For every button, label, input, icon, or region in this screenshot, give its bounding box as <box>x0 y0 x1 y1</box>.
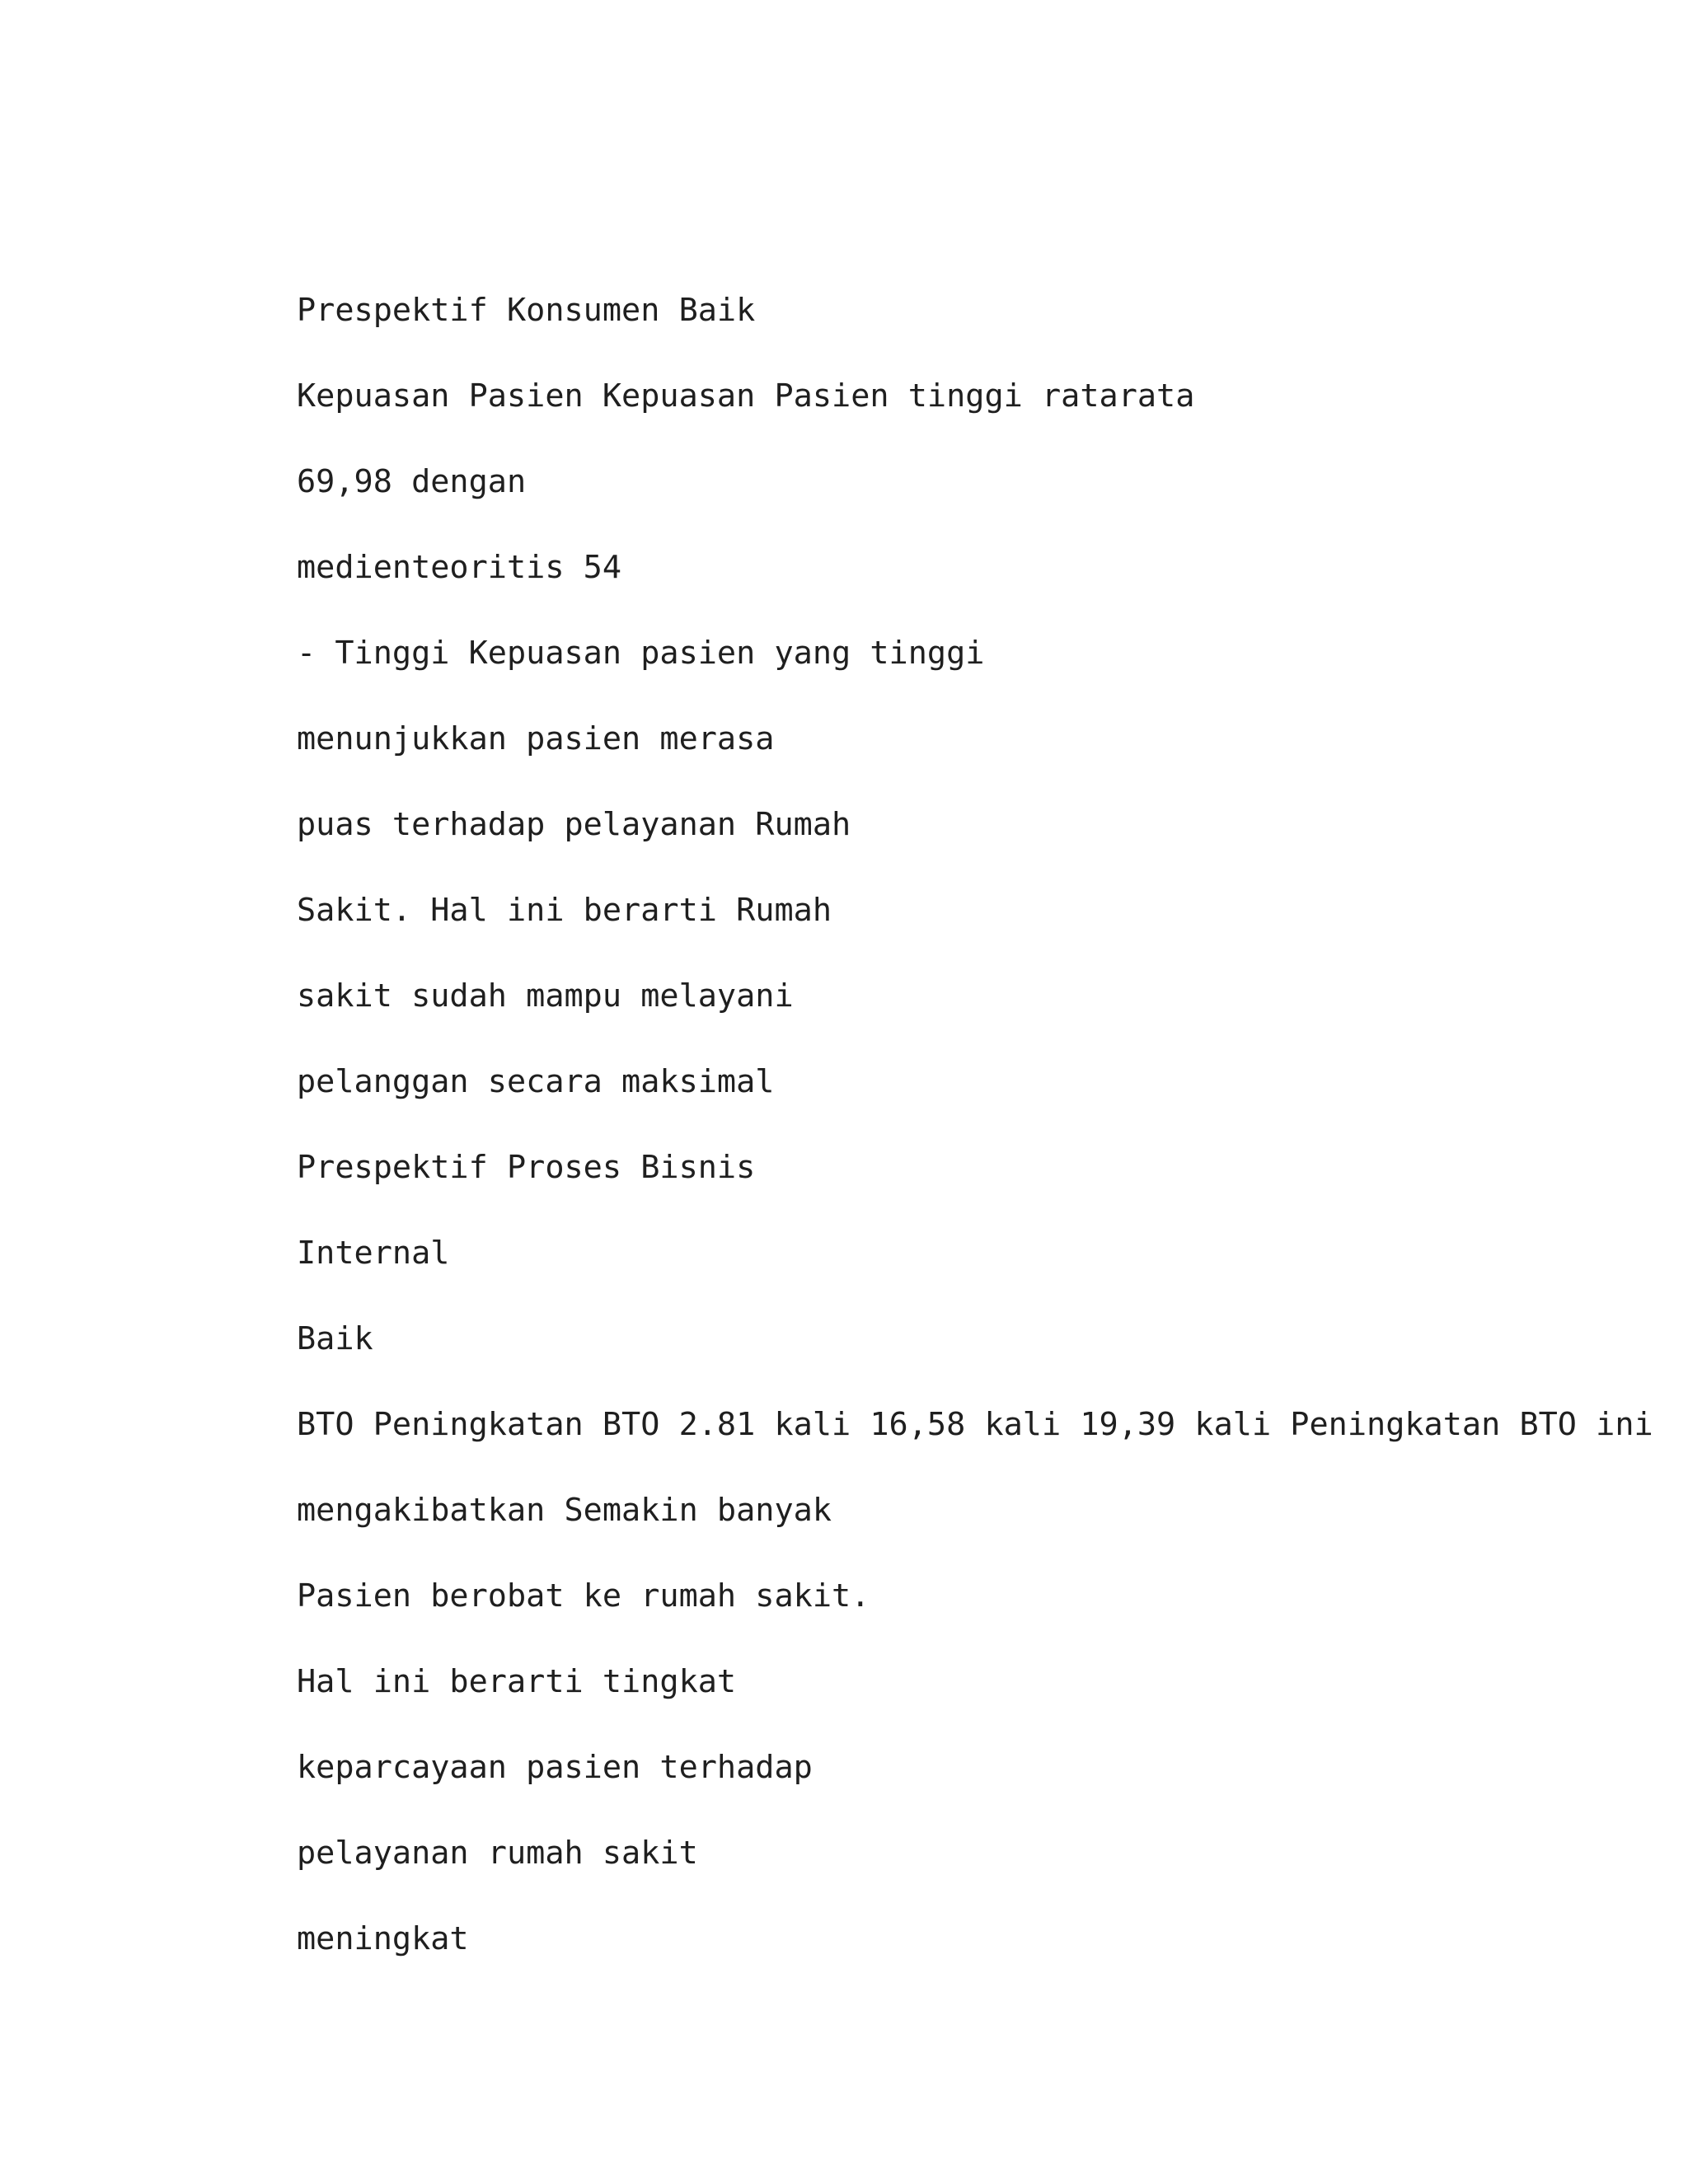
text-line: BTO Peningkatan BTO 2.81 kali 16,58 kali 19,39 kali Peningkatan BTO ini <box>297 1406 1653 1443</box>
text-line: sakit sudah mampu melayani <box>297 977 794 1015</box>
text-line: Internal <box>297 1235 450 1272</box>
text-line: Kepuasan Pasien Kepuasan Pasien tinggi ratarata <box>297 377 1195 415</box>
text-line: 69,98 dengan <box>297 463 527 500</box>
document-body <box>297 292 1653 2009</box>
text-line: mengakibatkan Semakin banyak <box>297 1492 832 1529</box>
text-line: pelanggan secara maksimal <box>297 1063 775 1100</box>
text-line: Pasien berobat ke rumah sakit. <box>297 1577 870 1615</box>
heading-prespektif-konsumen: Prespektif Konsumen Baik <box>297 292 756 329</box>
text-line: meningkat <box>297 1920 469 1957</box>
text-line: pelayanan rumah sakit <box>297 1835 698 1872</box>
text-line: - Tinggi Kepuasan pasien yang tinggi <box>297 635 985 672</box>
text-line: Sakit. Hal ini berarti Rumah <box>297 892 832 929</box>
text-line: keparcayaan pasien terhadap <box>297 1749 813 1786</box>
text-line: menunjukkan pasien merasa <box>297 720 775 757</box>
text-line: puas terhadap pelayanan Rumah <box>297 806 851 843</box>
text-line: Baik <box>297 1320 373 1357</box>
text-line: Hal ini berarti tingkat <box>297 1663 737 1700</box>
heading-prespektif-proses-bisnis: Prespektif Proses Bisnis <box>297 1149 756 1186</box>
text-line: medienteoritis 54 <box>297 549 622 586</box>
